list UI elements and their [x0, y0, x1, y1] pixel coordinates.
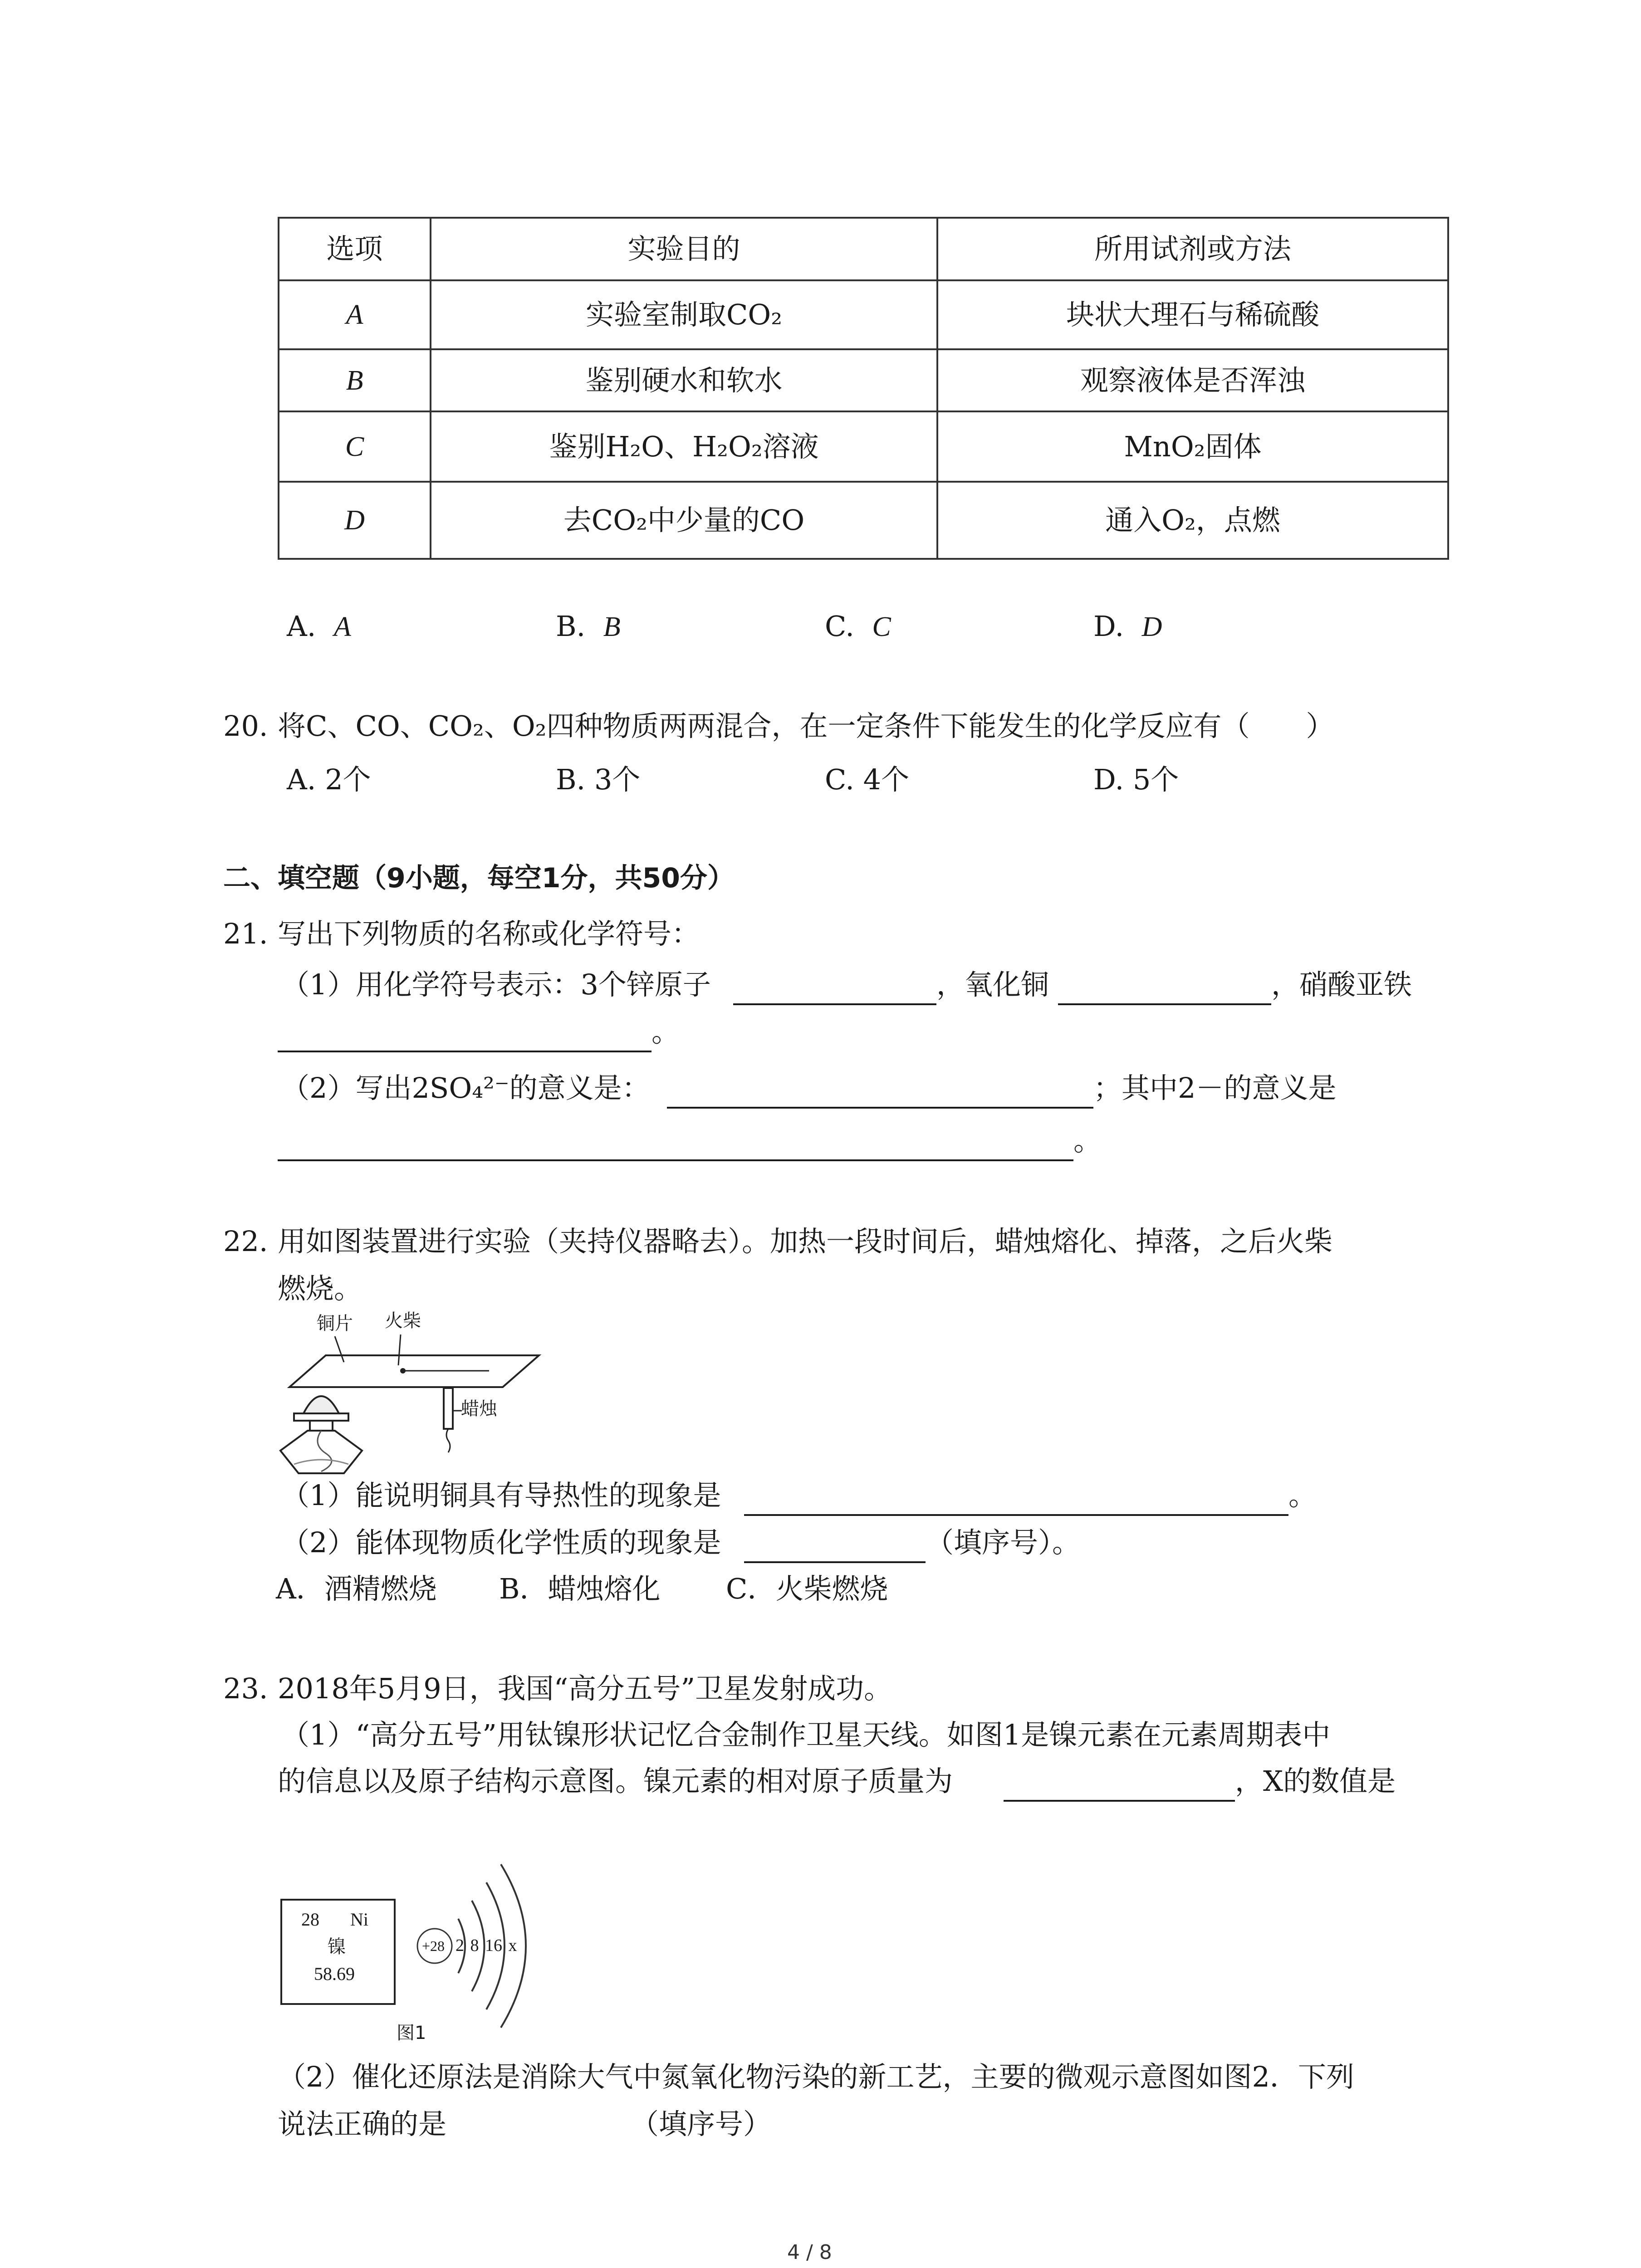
table-cell-method: MnO₂固体 — [937, 411, 1448, 482]
choice-text: B — [603, 611, 621, 642]
q21-part1-end: 。 — [652, 1015, 680, 1048]
choice-letter: B. — [556, 610, 586, 643]
answer-blank[interactable] — [1058, 1003, 1271, 1005]
table-row — [279, 280, 1448, 349]
q23-part2-line2-b: （填序号） — [631, 2107, 772, 2141]
element-symbol: Ni — [350, 1909, 368, 1930]
table-cell-purpose: 实验室制取CO₂ — [431, 280, 937, 349]
choice-a[interactable]: A. 2个 — [287, 763, 371, 796]
figure-caption: 图1 — [397, 2023, 426, 2043]
choice-c[interactable]: C. 4个 — [825, 763, 910, 796]
answer-blank[interactable] — [278, 1051, 652, 1052]
choice-letter: C. — [825, 610, 854, 643]
question-stem: 2018年5月9日，我国“高分五号”卫星发射成功。 — [278, 1672, 892, 1705]
label-candle: 蜡烛 — [461, 1398, 497, 1419]
choice-letter: D. — [1093, 610, 1124, 643]
table-row — [279, 349, 1448, 411]
choice-d[interactable]: D. 5个 — [1093, 763, 1179, 796]
q23-part1-line2-b: ，X的数值是 — [1235, 1765, 1396, 1798]
choice-text: C — [872, 611, 891, 642]
answer-blank[interactable] — [1004, 1800, 1235, 1802]
q21-part1-b: ，氧化铜 — [936, 968, 1049, 1001]
q21-part1-c: ，硝酸亚铁 — [1271, 968, 1412, 1001]
choice-c[interactable] — [825, 612, 891, 641]
q22-part1: （1）能说明铜具有导热性的现象是 — [281, 1479, 721, 1512]
table-header: 选项 — [279, 218, 431, 280]
question-stem: 将C、CO、CO₂、O₂四种物质两两混合，在一定条件下能发生的化学反应有（ ） — [278, 709, 1334, 743]
page-number: 4 / 8 — [787, 2241, 832, 2264]
option-b[interactable]: B．蜡烛熔化 — [499, 1572, 661, 1605]
atomic-mass: 58.69 — [314, 1964, 355, 1984]
table-cell-method: 观察液体是否浑浊 — [937, 349, 1448, 411]
table-cell-purpose: 去CO₂中少量的CO — [431, 482, 937, 559]
experiment-table — [278, 217, 1449, 560]
apparatus-figure — [276, 1310, 548, 1478]
choice-letter: A. — [287, 610, 316, 643]
table-cell-purpose: 鉴别H₂O、H₂O₂溶液 — [431, 411, 937, 482]
q22-part2: （2）能体现物质化学性质的现象是 — [281, 1526, 721, 1559]
choice-b[interactable] — [556, 612, 621, 641]
choice-a[interactable] — [287, 612, 351, 641]
question-number: 22. — [223, 1225, 268, 1258]
element-name: 镍 — [328, 1936, 346, 1957]
candle-shape — [444, 1388, 453, 1429]
table-cell-purpose: 鉴别硬水和软水 — [431, 349, 937, 411]
table-header: 所用试剂或方法 — [937, 218, 1448, 280]
q23-part2-line2-a: 说法正确的是 — [278, 2107, 447, 2141]
q23-part2-line1: （2）催化还原法是消除大气中氮氧化物污染的新工艺，主要的微观示意图如图2．下列 — [278, 2060, 1354, 2093]
q21-part2-b: ；其中2－的意义是 — [1093, 1071, 1337, 1105]
table-header-row — [279, 218, 1448, 280]
atomic-number: 28 — [301, 1909, 319, 1930]
q22-part1-end: 。 — [1288, 1479, 1317, 1512]
q21-part1-a: （1）用化学符号表示：3个锌原子 — [281, 968, 711, 1001]
table-cell-method: 块状大理石与稀硫酸 — [937, 280, 1448, 349]
question-number: 21. — [223, 917, 268, 950]
option-a[interactable]: A．酒精燃烧 — [276, 1572, 437, 1605]
table-cell-method: 通入O₂，点燃 — [937, 482, 1448, 559]
alcohol-lamp-shape — [280, 1431, 362, 1473]
nucleus-charge: +28 — [422, 1938, 445, 1954]
atom-structure-diagram — [408, 1851, 544, 2032]
choice-text: D — [1141, 611, 1162, 642]
q21-part2-a: （2）写出2SO₄²⁻的意义是： — [281, 1071, 650, 1105]
q23-part1-line1: （1）“高分五号”用钛镍形状记忆合金制作卫星天线。如图1是镍元素在元素周期表中 — [281, 1718, 1331, 1751]
choice-b[interactable]: B. 3个 — [556, 763, 641, 796]
q21-part2-end: 。 — [1073, 1124, 1102, 1157]
answer-blank[interactable] — [744, 1514, 1288, 1516]
apparatus-drawing — [276, 1315, 548, 1478]
choice-d[interactable] — [1093, 612, 1162, 641]
table-row — [279, 411, 1448, 482]
element-card — [280, 1899, 396, 2005]
question-number: 23. — [223, 1672, 268, 1705]
question-stem: 燃烧。 — [278, 1272, 362, 1305]
table-header: 实验目的 — [431, 218, 937, 280]
question-stem: 写出下列物质的名称或化学符号： — [278, 917, 700, 950]
table-cell-option: D — [279, 482, 431, 559]
option-c[interactable]: C．火柴燃烧 — [726, 1572, 888, 1605]
table-cell-option: A — [279, 280, 431, 349]
q23-part1-line2-a: 的信息以及原子结构示意图。镍元素的相对原子质量为 — [278, 1765, 953, 1798]
choice-text: A — [333, 611, 351, 642]
label-match: 火柴 — [385, 1310, 421, 1331]
table-cell-option: C — [279, 411, 431, 482]
question-number: 20. — [223, 709, 268, 743]
answer-blank[interactable] — [667, 1107, 1093, 1109]
label-copper: 铜片 — [317, 1313, 353, 1334]
question-stem: 用如图装置进行实验（夹持仪器略去）。加热一段时间后，蜡烛熔化、掉落，之后火柴 — [278, 1225, 1333, 1258]
answer-blank[interactable] — [744, 1561, 926, 1563]
answer-blank[interactable] — [733, 1003, 936, 1005]
shell-electrons: 2 8 16 x — [456, 1936, 517, 1955]
table-cell-option: B — [279, 349, 431, 411]
q22-part2-end: （填序号）。 — [926, 1526, 1081, 1559]
section-title: 二、填空题（9小题，每空1分，共50分） — [223, 862, 735, 894]
answer-blank[interactable] — [278, 1159, 1073, 1161]
table-row — [279, 482, 1448, 559]
